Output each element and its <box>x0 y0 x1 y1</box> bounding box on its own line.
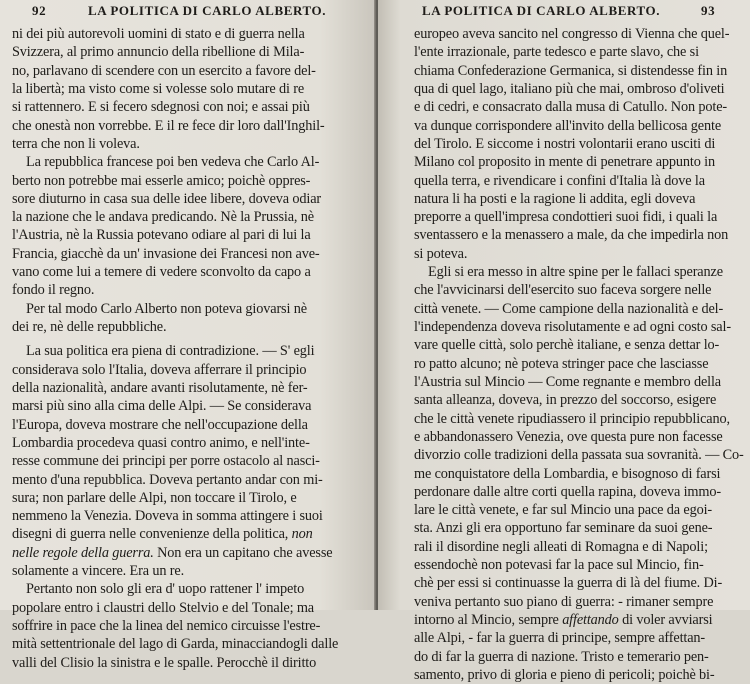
line-text: Non era un capitano che avesse <box>153 544 333 561</box>
text-line <box>12 562 349 580</box>
line-text: vare quelle città, solo perchè italiane, e senza dettar lo- <box>414 337 720 354</box>
line-text: dei re, nè delle repubbliche. <box>12 319 167 335</box>
line-text: chiama Confederazione Germanica, si distendesse fin in <box>414 62 728 79</box>
line-text: città venete. — Come campione della nazionalità e del- <box>414 300 724 317</box>
text-line <box>12 226 349 244</box>
text-line <box>414 410 746 428</box>
line-text: che l'avvicinarsi dell'esercito suo faceva sorgere nelle <box>414 282 712 299</box>
text-line <box>414 245 746 263</box>
line-text: l'independenza doveva risolutamente e ad ogni costo sal- <box>414 319 731 335</box>
text-line <box>414 300 746 318</box>
line-text: valli del Clisio la sinistra e le spalle. Perocchè il diritto <box>12 654 317 671</box>
italic-text: nelle regole della guerra. <box>12 544 154 561</box>
line-text: mento d'una repubblica. Doveva pertanto andar con mi- <box>12 471 323 488</box>
line-text: La sua politica era piena di contradizione. — S' egli <box>26 343 315 360</box>
text-line <box>12 544 349 562</box>
line-text: veniva pertanto suo piano di guerra: - rimaner sempre <box>414 593 714 610</box>
text-line <box>12 416 349 434</box>
line-text: sta. Anzi gli era opportuno far seminare da suoi gene- <box>414 520 713 537</box>
line-text: della nazionalità, andare avanti risolutamente, nè fer- <box>12 379 308 396</box>
line-text: e di cedri, e consacrato dalla musa di Catullo. Non pote- <box>414 99 728 116</box>
line-text: Per tal modo Carlo Alberto non poteva giovarsi nè <box>26 300 307 317</box>
line-text: e abbandonassero Venezia, ove questa pure non facesse <box>414 428 723 445</box>
text-line <box>414 355 746 373</box>
line-text: l'ente irrazionale, parte tedesco e parte slavo, che si <box>414 44 699 61</box>
line-text: di voler avviarsi <box>618 612 713 628</box>
right-running-header <box>378 3 750 19</box>
line-text: do di far la guerra di nazione. Tristo e temerario pen- <box>414 648 709 665</box>
line-text: l'Europa, doveva mostrare che nell'occupazione della <box>12 416 308 433</box>
line-text: me conquistatore della Lombardia, e bisognoso di farsi <box>414 465 721 482</box>
text-line <box>414 574 746 592</box>
text-line <box>12 62 349 80</box>
line-text: Lombardia procedeva quasi contro animo, e nell'inte- <box>12 434 310 451</box>
text-line <box>12 489 349 507</box>
text-line <box>414 593 746 611</box>
line-text: marsi più sino alla cima delle Alpi. — Se considerava <box>12 398 312 415</box>
text-line <box>414 666 746 684</box>
line-text: berto non potrebbe mai esserle amico; poichè oppres- <box>12 172 311 189</box>
line-text: l'Austria, nè la Russia potevano odiare al pari di lui la <box>12 227 311 244</box>
line-text: sore diuturno in casa sua delle idee libere, doveva odiar <box>12 190 322 207</box>
line-text: intorno al Mincio, sempre <box>414 612 563 628</box>
text-line <box>12 617 349 635</box>
right-page-number: 93 <box>701 3 716 18</box>
text-line <box>414 281 746 299</box>
line-text: Svizzera, al primo annuncio della ribellione di Mila- <box>12 44 305 61</box>
text-line <box>414 98 746 116</box>
italic-text: non <box>291 526 313 543</box>
text-line <box>414 336 746 354</box>
line-text: si rattennero. E si fecero sdegnosi con noi; e assai più <box>12 99 310 116</box>
text-line <box>12 342 349 360</box>
line-text: si poteva. <box>414 245 468 262</box>
line-text: perdonare dalle altre corti quella rapina, doveva immo- <box>414 483 721 500</box>
text-line <box>414 226 746 244</box>
text-line <box>12 599 349 617</box>
text-line <box>414 80 746 98</box>
left-page-text <box>12 25 349 672</box>
text-line <box>12 43 349 61</box>
right-page-text <box>414 25 746 684</box>
left-page <box>0 0 376 671</box>
text-line <box>12 172 349 190</box>
left-page-number: 92 <box>32 3 47 18</box>
text-line <box>12 281 349 299</box>
text-line <box>12 580 349 598</box>
text-line <box>414 648 746 666</box>
line-text: sura; non parlare delle Alpi, non toccare il Tirolo, e <box>12 489 297 506</box>
line-text: Egli si era messo in altre spine per le fallaci speranze <box>428 264 723 281</box>
text-line <box>414 117 746 135</box>
line-text: ro patto alcuno; nè poteva stringer pace che lasciasse <box>414 355 709 372</box>
right-running-head: LA POLITICA DI CARLO ALBERTO. <box>422 3 661 18</box>
text-line <box>414 190 746 208</box>
text-line <box>414 446 746 464</box>
right-page <box>378 0 750 683</box>
text-line <box>414 153 746 171</box>
text-line <box>12 361 349 379</box>
line-text: vano come lui a temere di vedere sconvolto da capo a <box>12 264 311 281</box>
text-line <box>12 452 349 470</box>
text-line <box>414 25 746 43</box>
text-line <box>12 135 349 153</box>
text-line <box>414 62 746 80</box>
text-line <box>12 98 349 116</box>
text-line <box>414 135 746 153</box>
text-line <box>414 263 746 281</box>
line-text: che onestà non vorrebbe. E il re fece dir loro dall'Inghil- <box>12 117 325 134</box>
line-text: Pertanto non solo gli era d' uopo rattener l' impeto <box>26 581 305 598</box>
line-text: resse commune dei principi per porre ostacolo al nasci- <box>12 453 320 470</box>
line-text: Francia, giacchè da un' invasione dei Francesi non ave- <box>12 245 320 262</box>
text-line <box>414 373 746 391</box>
text-line <box>12 471 349 489</box>
line-text: sventassero e la menassero a male, da che impedirla non <box>414 227 729 244</box>
text-line <box>414 611 746 629</box>
line-text: va dunque corrispondere all'invito della bellicosa gente <box>414 117 722 134</box>
line-text: che le città venete ripudiassero il principio repubblicano, <box>414 410 730 427</box>
text-line <box>12 654 349 672</box>
line-text: La repubblica francese poi ben vedeva che Carlo Al- <box>26 154 320 171</box>
line-text: la nazione che le andava predicando. Nè la Prussia, nè <box>12 209 314 226</box>
text-line <box>414 172 746 190</box>
line-text: divorzio colle tradizioni della passata sua sovranità. — Co- <box>414 447 744 464</box>
text-line <box>414 391 746 409</box>
line-text: nemmeno la Venezia. Doveva in somma attingere i suoi <box>12 508 323 525</box>
text-line <box>414 538 746 556</box>
line-text: quella terra, e rivendicare i confini d'Italia là dove la <box>414 172 705 189</box>
left-running-header <box>0 3 376 19</box>
text-line <box>12 208 349 226</box>
text-line <box>12 153 349 171</box>
text-line <box>414 519 746 537</box>
text-line <box>414 318 746 336</box>
left-running-head: LA POLITICA DI CARLO ALBERTO. <box>88 3 327 18</box>
text-line <box>12 635 349 653</box>
text-line <box>12 507 349 525</box>
line-text: no, parlavano di scendere con un esercito a favore del- <box>12 62 316 79</box>
line-text: europeo aveva sancito nel congresso di Vienna che quel- <box>414 26 730 42</box>
text-line <box>414 629 746 647</box>
text-line <box>12 318 349 336</box>
text-line <box>414 483 746 501</box>
text-line <box>12 525 349 543</box>
text-line <box>12 300 349 318</box>
text-line <box>414 501 746 519</box>
text-line <box>414 428 746 446</box>
line-text: terra che non li voleva. <box>12 135 140 152</box>
line-text: ni dei più autorevoli uomini di stato e di guerra nella <box>12 26 305 42</box>
line-text: considerava solo l'Italia, doveva afferrare il principio <box>12 361 307 378</box>
line-text: la libertà; ma visto come si volesse solo mutare di re <box>12 80 305 97</box>
line-text: solamente a vincere. Era un re. <box>12 563 184 580</box>
line-text: samento, privo di gloria e pieno di pericoli; poichè bi- <box>414 666 715 683</box>
text-line <box>12 397 349 415</box>
text-line <box>12 263 349 281</box>
text-line <box>12 434 349 452</box>
text-line <box>12 80 349 98</box>
line-text: essendochè non potevasi far la pace sul Mincio, fin- <box>414 557 704 574</box>
line-text: rali il disordine negli alleati di Romagna e di Napoli; <box>414 538 708 555</box>
text-line <box>414 43 746 61</box>
line-text: soffrire in pace che la linea del nemico circuisse l'estre- <box>12 618 321 634</box>
line-text: qua di quel lago, italiano più che mai, ombroso d'oliveti <box>414 80 725 97</box>
text-line <box>414 465 746 483</box>
line-text: chè per essi si continuasse la guerra di là del fiume. Di- <box>414 575 723 592</box>
line-text: lare le città venete, e far sul Mincio una pace da egoi- <box>414 502 713 519</box>
text-line <box>12 190 349 208</box>
line-text: popolare entro i claustri dello Stelvio e del Tonale; ma <box>12 599 314 616</box>
line-text: fondo il regno. <box>12 282 95 299</box>
text-line <box>414 556 746 574</box>
text-line <box>12 245 349 263</box>
line-text: del Tirolo. E siccome i nostri volontarii erano usciti di <box>414 135 716 152</box>
line-text: disegni di guerra nelle convenienze della politica, <box>12 526 292 543</box>
text-line <box>12 379 349 397</box>
line-text: mità settentrionale del lago di Garda, minacciandogli dalle <box>12 636 339 653</box>
line-text: natura li ha posti e la ragione li addita, egli doveva <box>414 190 696 207</box>
text-line <box>12 117 349 135</box>
line-text: alle Alpi, - far la guerra di principe, sempre affettan- <box>414 630 706 647</box>
line-text: santa alleanza, doveva, in prezzo del soccorso, esigere <box>414 392 717 409</box>
italic-text: affettando <box>562 612 619 628</box>
line-text: preporre a quell'impresa condottieri suoi fidi, i quali la <box>414 209 718 226</box>
line-text: l'Austria sul Mincio — Come regnante e membro della <box>414 373 722 390</box>
text-line <box>12 25 349 43</box>
line-text: Milano col proposito in mente di penetrare appunto in <box>414 154 715 171</box>
text-line <box>414 208 746 226</box>
